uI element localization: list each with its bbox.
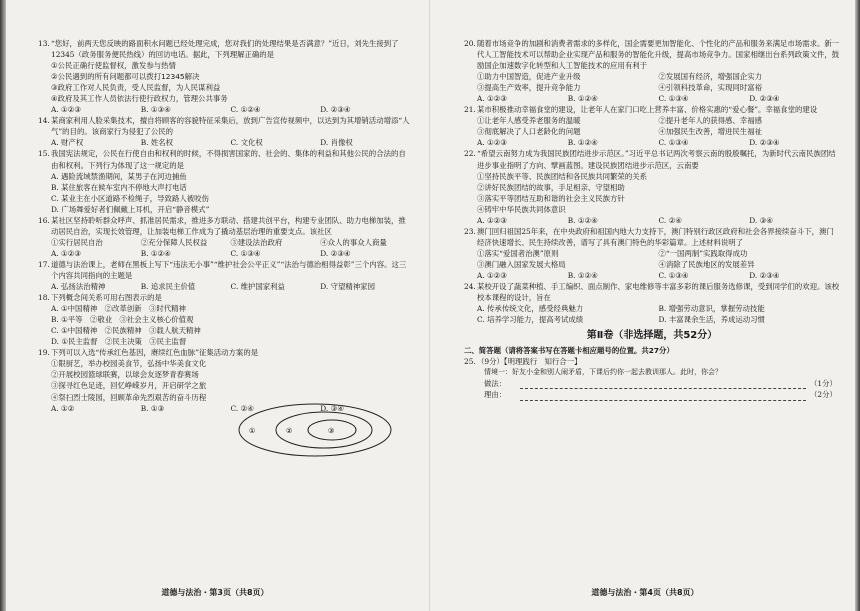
option-a: A. ①②: [51, 403, 75, 413]
statement: ②发展国有经济，增强国企实力: [658, 72, 762, 82]
statement: ④铸牢中华民族共同体意识: [477, 204, 566, 214]
statement: ①落实“爱国者治澳”原则: [477, 248, 559, 258]
question-20: [464, 38, 840, 104]
part-heading: 二、简答题（请将答案书写在答题卡相应题号的位置。共27分）: [464, 346, 674, 356]
question-stem: 随着市场竞争的加剧和消费者需求的多样化，国企需要更加智能化、个性化的产品和服务来满足市场需求。新一代人工智能技术可以帮助企业实现产品和服务的智能化升级，提高市场竞争力。国家相继出台系列政策文件，鼓励国企加速数字化转型和人工智能技术的应用有利于: [477, 39, 840, 71]
statement: ③落实平等团结互助和谐的社会主义民族方针: [477, 193, 625, 203]
option-row: [464, 303, 840, 314]
statement: ②公民遇到的所有问题都可以拨打12345解决: [51, 72, 200, 82]
answer-options: [38, 104, 410, 115]
option-b: B. 姓名权: [140, 138, 174, 148]
question-stem: 道德与法治课上，老师在黑板上写下“违法无小事”“维护社会公平正义”“法治与德治相得益彰”三个内容。这三个内容共同指向的主题是: [51, 259, 407, 280]
option-d: D. 肖像权: [320, 138, 353, 148]
question-column-right: [464, 38, 840, 401]
statement: ①坚持民族平等、民族团结和各民族共同繁荣的关系: [477, 171, 647, 181]
option-a: A. 遇险流域禁渔期间，某男子在河边捕鱼: [51, 171, 187, 181]
answer-options: [38, 248, 410, 259]
statement: ①让老年人感受养老服务的温暖: [477, 116, 581, 126]
option-c: C. 文化权: [230, 138, 263, 148]
option-b: B. 某住旅客在候车室内不停地大声打电话: [51, 182, 187, 192]
question-22: [464, 148, 840, 225]
section-title: 第Ⅱ卷（非选择题，共52分）: [586, 330, 718, 342]
option-b: B. ①②④: [140, 248, 171, 258]
question-number: 19.: [38, 348, 50, 358]
question-stem: 某社区坚持聆听群众呼声、抓准居民需求，推进多方联动、搭建共创平台，构建专业团队、助力电梯加装，推动居民自治，实现长效管理，让加装电梯工作成为了撬动基层治理的重要支点。该社区: [51, 215, 406, 236]
option-b: B. ①平等 ②敬业 ③社会主义核心价值观: [51, 315, 194, 325]
option-a: A. ①②③: [51, 248, 81, 258]
option-a: A. ①②③: [477, 270, 507, 280]
question-number: 16.: [38, 215, 50, 225]
points: （1分）: [810, 379, 837, 389]
option-c: C. ①②④: [230, 105, 261, 115]
page-right: [430, 0, 860, 611]
option-a: A. ①②③: [477, 94, 507, 104]
venn-label-2: ②: [286, 427, 293, 435]
answer-options: [38, 137, 410, 148]
question-15: [38, 148, 410, 214]
option-c: C. 培养学习能力，提高考试成绩: [477, 315, 584, 325]
question-13: [38, 38, 410, 115]
statement-row: [464, 115, 840, 126]
option-c: C. ①中国精神 ②民族精神 ③载人航天精神: [51, 326, 201, 336]
answer-row-reason: [464, 389, 840, 400]
question-number: 15.: [38, 149, 50, 159]
statement: ③彻底解决了人口老龄化的问题: [477, 127, 581, 137]
question-number: 20.: [464, 39, 476, 48]
option-a: A. 财产权: [51, 138, 84, 148]
option-a: A. ①②③: [477, 138, 507, 148]
answer-options: [38, 281, 410, 292]
points: （2分）: [810, 390, 837, 400]
answer-blank[interactable]: [520, 392, 806, 401]
question-stem: 某校开设了蔬菜种植、手工编织、面点制作、家电维修等丰富多彩的课后服务选修课，受到同学们的欢迎。该校校本课程的设计，旨在: [477, 282, 840, 303]
question-stem: 下列可以入选“传承红色基因，赓续红色血脉”征集活动方案的是: [51, 348, 259, 358]
question-number: 18.: [38, 293, 50, 303]
answer-label: 理由：: [484, 390, 507, 400]
option-d: D. ②③④: [749, 138, 780, 148]
statement: ①实行居民自治: [51, 237, 103, 247]
option-a: A. ①中国精神 ②改革创新 ③时代精神: [51, 304, 186, 314]
venn-label-3: ③: [328, 427, 335, 435]
option-c: C. ①③④: [230, 248, 261, 258]
option-b: B. ①②④: [567, 215, 598, 225]
question-stem: 某商家利用人脸采集技术，擅自将顾客的容貌特征采集后，放到广告宣传视频中，以达到为其增销活动增添“人气”的目的。该商家行为侵犯了公民的: [51, 116, 410, 137]
option-b: B. ①②④: [567, 270, 598, 280]
question-number: 24.: [464, 282, 476, 292]
question-number: 23.: [464, 226, 476, 236]
question-23: [464, 226, 840, 281]
question-number: 25.: [464, 357, 476, 367]
question-title: 【明理践行 知行合一】: [503, 357, 582, 367]
option-b: B. ①③: [140, 403, 165, 413]
question-stem: 某市积极推动幸福食堂的建设，让老年人在家门口吃上营养丰富、价格实惠的“爱心餐”。幸福食堂的建设: [477, 105, 818, 115]
option-d: D. ②③④: [320, 105, 351, 115]
option-b: B. ①③④: [140, 105, 171, 115]
question-number: 13.: [38, 39, 50, 48]
statement: ④引领科技革命，实现同时富裕: [658, 83, 762, 93]
statement: ③探寻红色足迹，回忆峥嵘岁月，开启研学之旅: [51, 381, 207, 391]
venn-label-1: ①: [249, 427, 256, 435]
statement: ④祭扫烈士陵园，回顾革命先烈艰苦的奋斗历程: [51, 392, 207, 402]
option-c: C. 某业主在小区道路不检绳子，导致路人被咬伤: [51, 193, 209, 203]
statement: ④众人的事众人商量: [320, 237, 387, 247]
option-d: D. 守望精神家园: [320, 282, 375, 292]
answer-options: [464, 137, 840, 148]
statement: ③澳门融入国家发展大格局: [477, 259, 566, 269]
statement: ②提升老年人的获得感、幸福感: [658, 116, 762, 126]
answer-label: 做法：: [484, 379, 507, 389]
option-b: B. 追求民主价值: [140, 282, 196, 292]
answer-options: [464, 215, 840, 226]
statement: ④加强民生改善，增进民生福祉: [658, 127, 762, 137]
question-18: [38, 292, 410, 347]
answer-row-approach: [464, 378, 840, 389]
option-d: D. ①民主监督 ②民主决策 ③民主监督: [51, 337, 187, 347]
scenario-text: 情境一：好友小金和别人闹矛盾，下课后约你一起去教训那人。此时，你会？: [484, 368, 722, 377]
option-d: D. ②③④: [749, 94, 780, 104]
question-25: [464, 356, 840, 400]
statement-row: [464, 82, 840, 93]
question-number: 17.: [38, 259, 50, 269]
question-stem: “希望云南努力成为我国民族团结进步示范区。”习近平总书记两次考察云南的殷殷嘱托，为新时代云南民族团结进步事业指明了方向、擘画蓝图。建设民族团结进步示范区，云南要: [477, 149, 836, 170]
question-16: [38, 215, 410, 259]
option-b: B. ①②④: [567, 94, 598, 104]
option-a: A. 传承传统文化，感受经典魅力: [477, 304, 584, 314]
question-number: 22.: [464, 149, 476, 159]
option-a: A. ①②③: [51, 105, 81, 115]
statement-row: [464, 259, 840, 270]
question-number: 21.: [464, 105, 476, 115]
option-d: D. 丰富课余生活，养成运动习惯: [658, 315, 765, 325]
question-14: [38, 115, 410, 148]
statement: ②充分保障人民权益: [140, 237, 208, 247]
option-d: D. ③④: [749, 215, 773, 225]
statement: ②讲好民族团结的故事，手足相亲、守望相助: [477, 182, 625, 192]
question-stem: “您好，前两天您反映的路面积水问题已经处理完成，您对我们的处理结果是否满意？”近日，刘先生接到了12345（政务服务便民热线）的回访电话。据此，下列理解正确的是: [51, 39, 399, 60]
option-d: D. 广场舞爱好者们佩戴上耳机，开启“静音模式”: [51, 204, 210, 214]
statement-row: [464, 248, 840, 259]
question-stem: 下列概念间关系可用右图表示的是: [51, 293, 162, 303]
option-b: B. 增强劳动意识，掌握劳动技能: [658, 304, 765, 314]
option-c: C. ②④: [230, 403, 254, 413]
statement: ②开展校园篮球联赛，以球会友逐梦青春赛场: [51, 370, 199, 380]
statement: ④政府及其工作人员依法行使行政权力，管理公共事务: [51, 94, 228, 104]
answer-options: [464, 93, 840, 104]
statement: ③提高生产效率，提升竞争能力: [477, 83, 581, 93]
question-number: 14.: [38, 116, 50, 126]
answer-options: [464, 270, 840, 281]
statement: ①限厨艺，举办校园美食节，弘扬中华美食文化: [51, 359, 207, 369]
question-17: [38, 259, 410, 292]
statement: ③政府工作对人民负责，受人民监督，为人民谋利益: [51, 83, 221, 93]
question-stem: 澳门回归祖国25年来，在中央政府和祖国内地大力支持下，澳门特别行政区政府和社会各界接续奋斗下，澳门经济快速增长、民生持续改善，谱写了具有澳门特色的华彩篇章。上述材料说明了: [477, 226, 834, 247]
option-d: D. ②③④: [749, 270, 780, 280]
option-d: D. ③④: [320, 403, 344, 413]
question-column-left: [38, 38, 410, 414]
statement: ①公民正确行使监督权，激发参与热情: [51, 61, 176, 71]
statement: ②“一国两制”实践取得成功: [658, 248, 748, 258]
option-c: C. ①③④: [658, 138, 689, 148]
option-c: C. ②④: [658, 215, 682, 225]
question-score: （9分）: [477, 357, 504, 367]
statement-row: [464, 126, 840, 137]
option-c: C. ①③④: [658, 94, 689, 104]
question-21: [464, 104, 840, 148]
option-a: A. 弘扬法治精神: [51, 282, 106, 292]
option-row: [464, 314, 840, 325]
nested-circles-diagram: [236, 401, 394, 459]
option-d: D. ②③④: [320, 248, 351, 258]
statement: ①助力中国智造，促进产业升级: [477, 72, 581, 82]
option-c: C. 维护国家利益: [230, 282, 285, 292]
option-c: C. ①③④: [658, 270, 689, 280]
answer-blank[interactable]: [520, 380, 806, 389]
option-b: B. ①②④: [567, 138, 598, 148]
statement: ③建设法治政府: [230, 237, 283, 247]
option-a: A. ①②③: [477, 215, 507, 225]
statement: ④消除了民族地区的发展差异: [658, 259, 755, 269]
statement-row: [38, 237, 410, 248]
page-footer: 道德与法治・第4页（共8页）: [591, 588, 699, 597]
page-footer: 道德与法治・第3页（共8页）: [161, 588, 269, 597]
question-24: [464, 281, 840, 325]
question-stem: 我国宪法规定，公民在行使自由和权利的时候，不得损害国家的、社会的、集体的利益和其他公民的合法的自由和权利。下列行为体现了这一规定的是: [51, 149, 406, 170]
statement-row: [464, 71, 840, 82]
